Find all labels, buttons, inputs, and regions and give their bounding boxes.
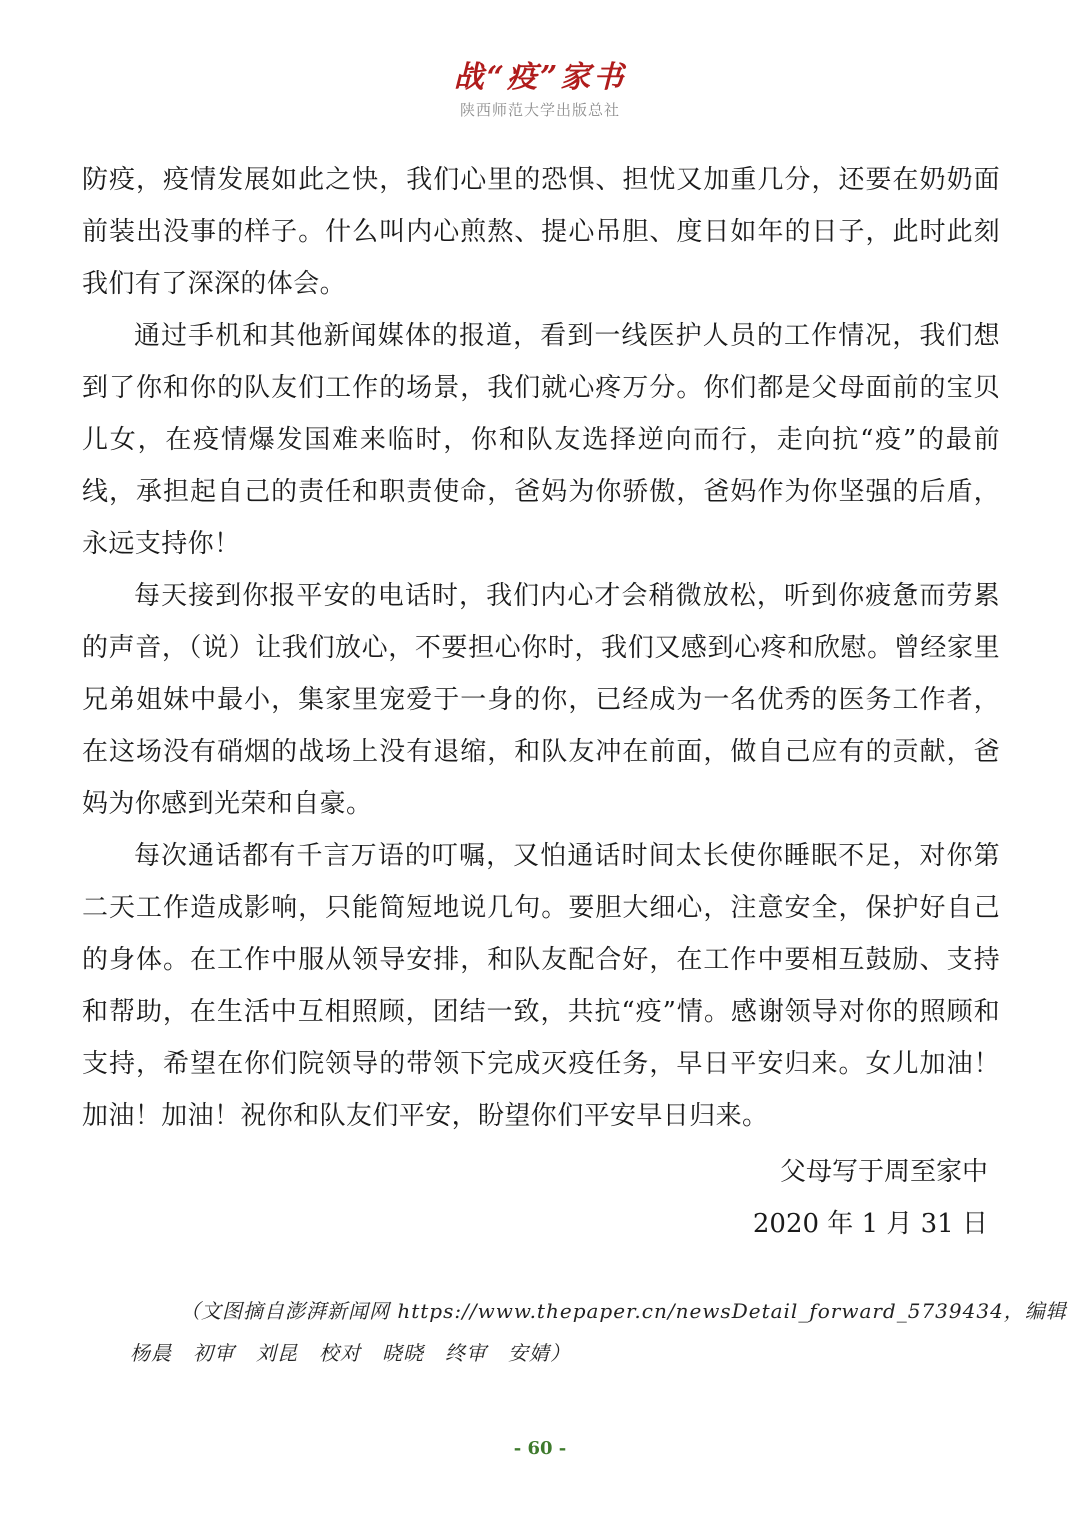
paragraph-continued: 防疫，疫情发展如此之快，我们心里的恐惧、担忧又加重几分，还要在奶奶面前装出没事的样子。什么叫内心煎熬、提心吊胆、度日如年的日子，此时此刻我们有了深深的体会。 [82,165,1000,299]
signature-author: 父母写于周至家中 [779,1157,988,1187]
paragraph: 通过手机和其他新闻媒体的报道，看到一线医护人员的工作情况，我们想到了你和你的队友们工作的场景，我们就心疼万分。你们都是父母面前的宝贝儿女，在疫情爆发国难来临时，你和队友选择逆向而行，走向抗“疫”的最前线，承担起自己的责任和职责使命，爸妈为你骄傲，爸妈作为你坚强的后盾，永远支持你！ [82,321,1000,559]
letter-body [82,154,1000,1142]
credits-line-1: （文图摘自澎湃新闻网 https://www.thepaper.cn/newsDetail_forward_5739434，编辑 [180,1299,1067,1323]
paragraph: 每天接到你报平安的电话时，我们内心才会稍微放松，听到你疲惫而劳累的声音，（说）让我们放心，不要担心你时，我们又感到心疼和欣慰。曾经家里兄弟姐妹中最小，集家里宠爱于一身的你，已经成为一名优秀的医务工作者，在这场没有硝烟的战场上没有退缩，和队友冲在前面，做自己应有的贡献，爸妈为你感到光荣和自豪。 [82,581,1000,819]
page-header [0,58,1080,120]
header-title: 战“疫”家书 [453,60,627,95]
page-number: - 60 - [513,1438,567,1459]
paragraph: 每次通话都有千言万语的叮嘱，又怕通话时间太长使你睡眠不足，对你第二天工作造成影响，只能简短地说几句。要胆大细心，注意安全，保护好自己的身体。在工作中服从领导安排，和队友配合好，在工作中要相互鼓励、支持和帮助，在生活中互相照顾，团结一致，共抗“疫”情。感谢领导对你的照顾和支持，希望在你们院领导的带领下完成灭疫任务，早日平安归来。女儿加油！加油！加油！祝你和队友们平安，盼望你们平安早日归来。 [82,841,1000,1131]
source-credits [130,1290,1067,1374]
signature-date: 2020 年 1 月 31 日 [752,1209,988,1239]
credits-line-2: 杨晨 初审 刘昆 校对 晓晓 终审 安婧） [130,1341,571,1365]
publisher-name: 陕西师范大学出版总社 [459,101,620,119]
